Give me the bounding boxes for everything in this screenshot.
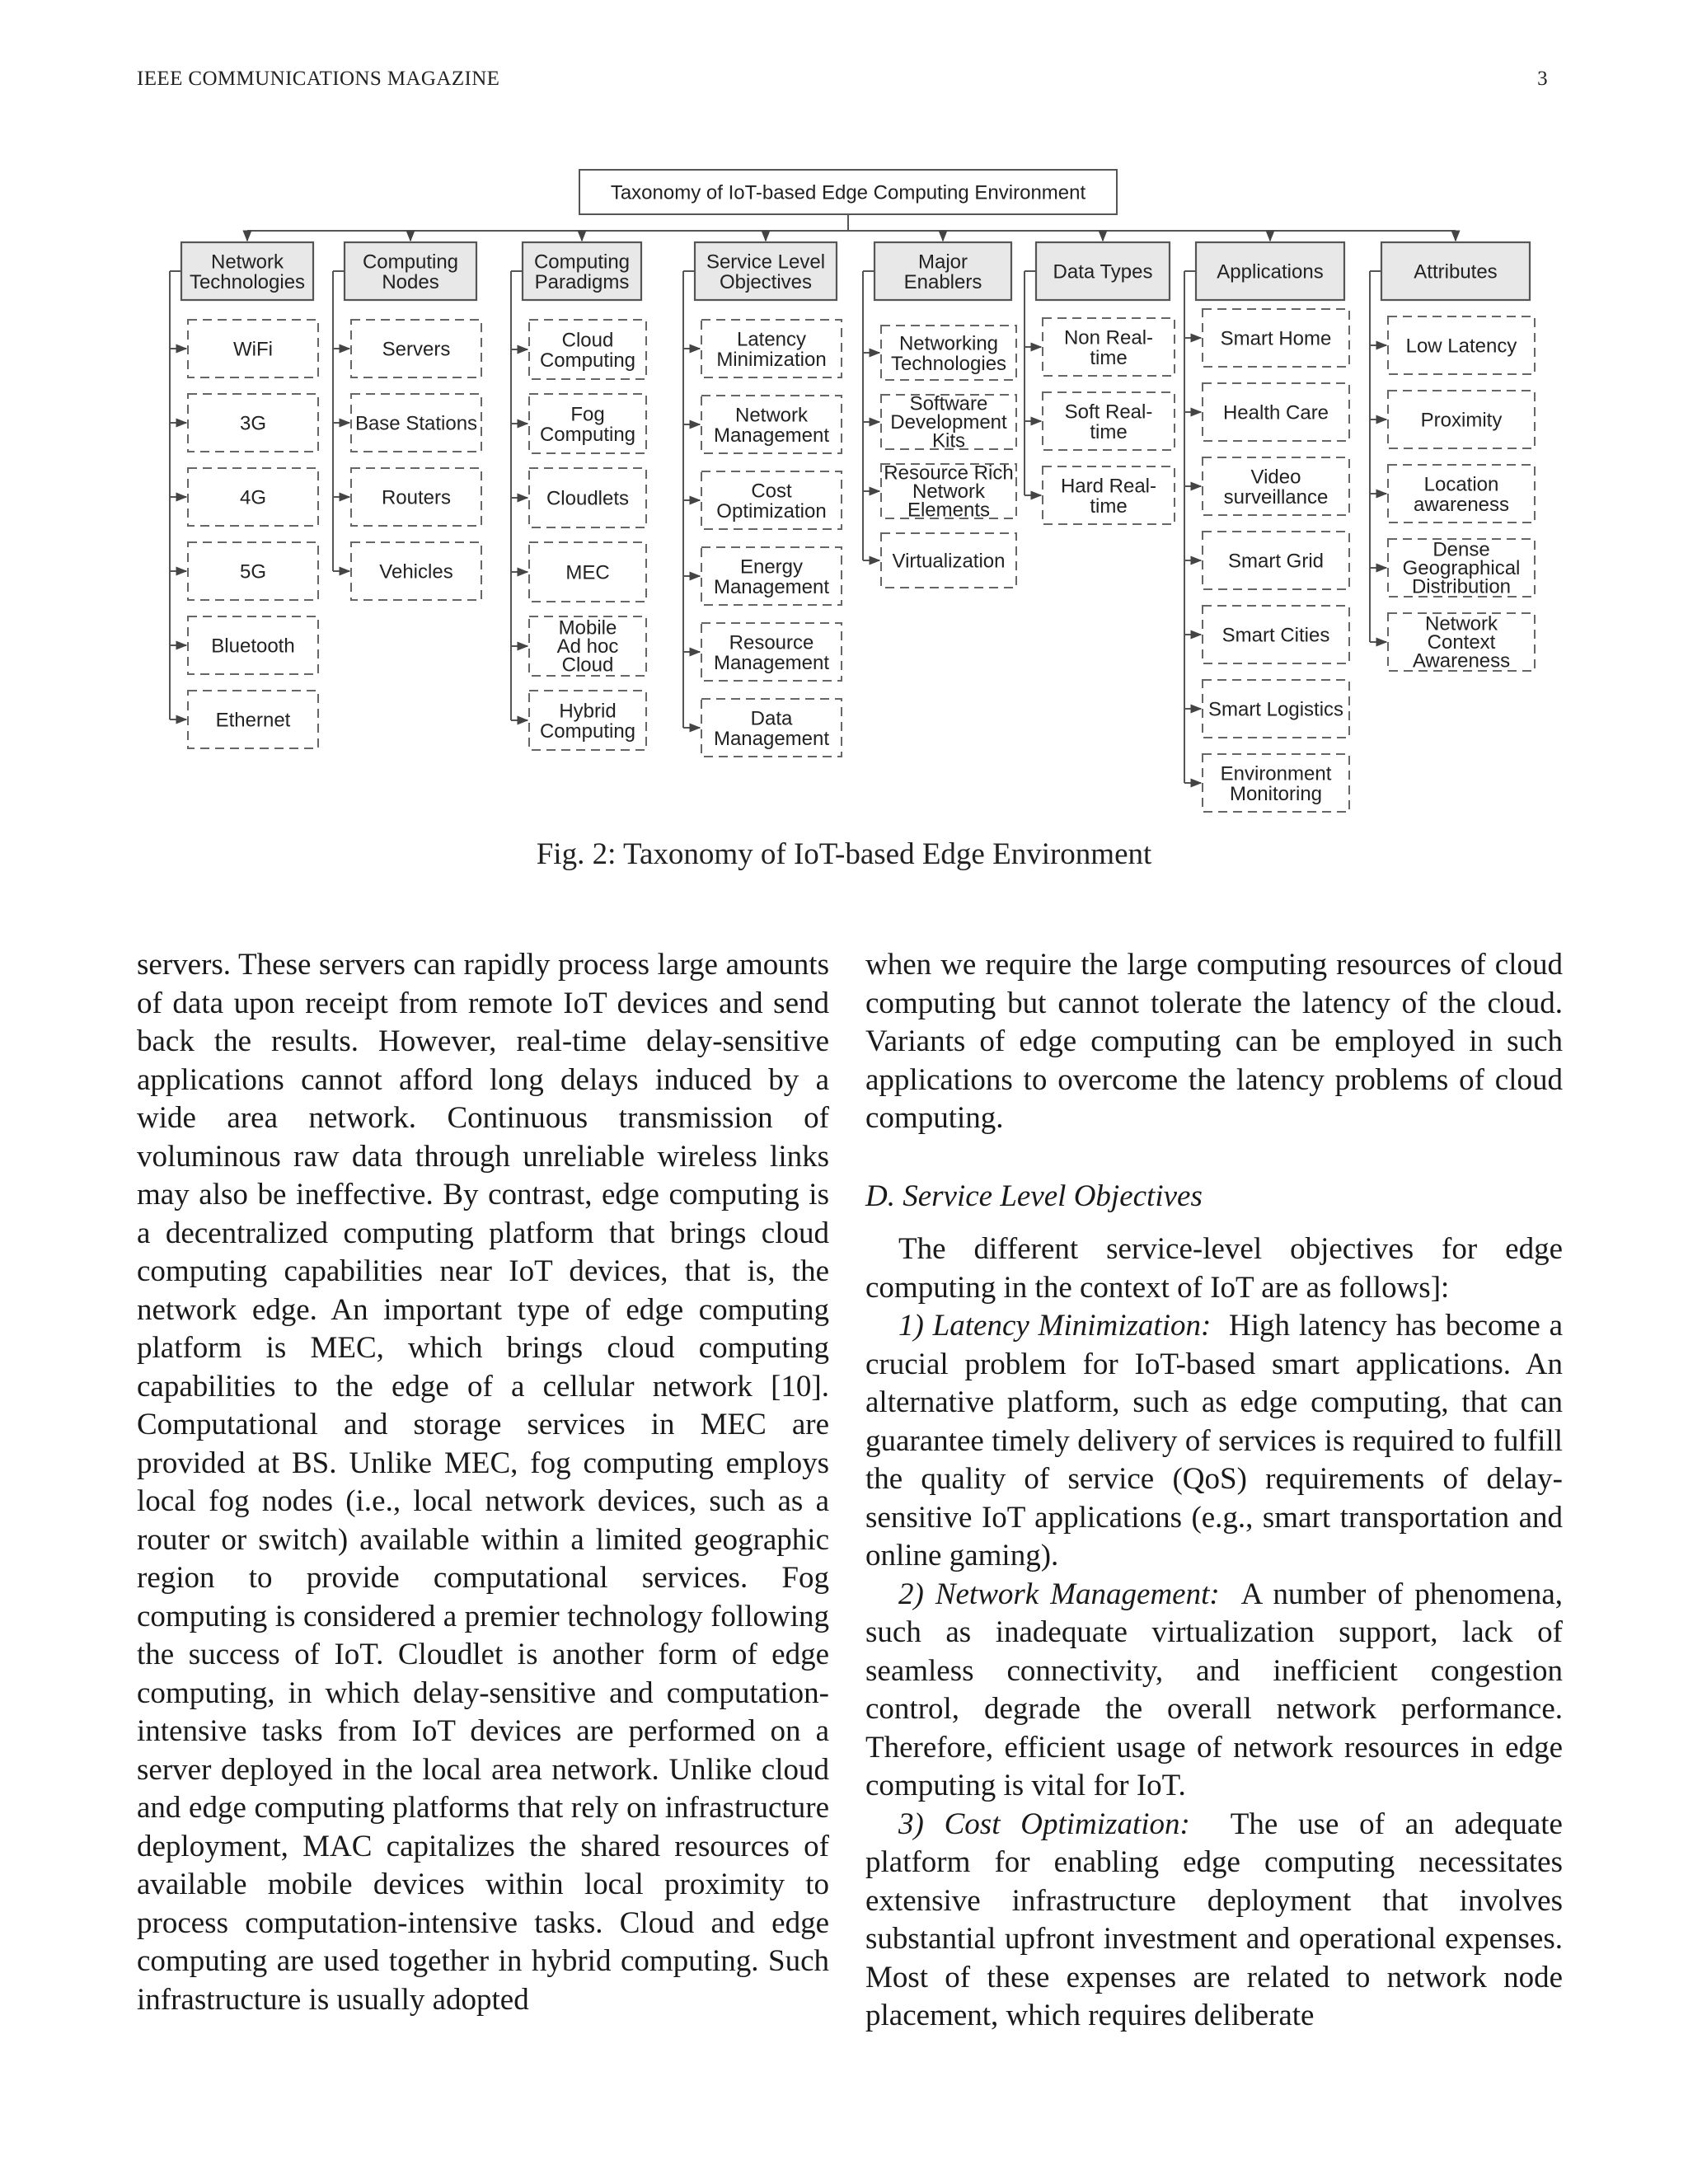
item-label-servers: Servers [382, 338, 451, 361]
right-intro-paragraph: when we require the large computing resources of cloud computing but cannot tolerate the latency of the cloud. Variants of edge computing can be employed in such applications to overcome the latency problems of cloud computing. [865, 948, 1563, 1135]
item-label-smart-logistics: Smart Logistics [1207, 698, 1344, 721]
objective-latency-text: High latency has become a crucial problem for IoT-based smart applications. An alternative platform, such as edge computing, that can guarantee timely delivery of services is required to fulfill the quality of service (QoS) requirements of delay-sensitive IoT applications (e.g., smart transportation and online gaming). [865, 1309, 1564, 1572]
objective-network-label: 2) Network Management: [898, 1577, 1220, 1611]
objective-latency-paragraph [865, 1307, 1563, 1576]
category-label-service-level-objectives: Service Level Objectives [706, 251, 826, 293]
objective-network-paragraph [865, 1576, 1563, 1806]
item-label-wifi: WiFi [233, 338, 273, 361]
item-label-resource-management: Resource Management [713, 631, 830, 674]
item-label-health-care: Health Care [1222, 401, 1329, 424]
page-number: 3 [1537, 68, 1548, 90]
item-label-virtualization: Virtualization [892, 550, 1006, 573]
category-label-data-types: Data Types [1053, 260, 1153, 284]
item-label-smart-grid: Smart Grid [1227, 550, 1325, 573]
section-intro-paragraph: The different service-level objectives for edge computing in the context of IoT are as follows]: [865, 1232, 1563, 1305]
item-label-4g: 4G [239, 486, 267, 509]
item-label-network-context-awareness: Network Context Awareness [1412, 612, 1511, 673]
item-label-cloud-computing: Cloud Computing [539, 329, 636, 372]
right-column [865, 946, 1563, 2036]
item-label-networking-technologies: Networking Technologies [890, 332, 1007, 375]
item-label-low-latency: Low Latency [1405, 335, 1517, 358]
item-label-environment-monitoring: Environment Monitoring [1220, 762, 1332, 805]
taxonomy-root-label: Taxonomy of IoT-based Edge Computing Environment [610, 181, 1086, 204]
category-label-attributes: Attributes [1414, 260, 1498, 284]
left-paragraph: servers. These servers can rapidly process large amounts of data upon receipt from remote IoT devices and send back the results. However, real-time delay-sensitive applications cannot afford long delays induced by a wide area network. Continuous transmission of voluminous raw data through unreliable wireless links may also be ineffective. By contrast, edge computing is a decentralized computing platform that brings cloud computing capabilities near IoT devices, that is, the network edge. An important type of edge computing platform is MEC, which brings cloud computing capabilities to the edge of a cellular network [10]. Computational and storage services in MEC are provided at BS. Unlike MEC, fog computing employs local fog nodes (i.e., local network devices, such as a router or switch) available within a limited geographic region to provide computational services. Fog computing is considered a premier technology following the success of IoT. Cloudlet is another form of edge computing, in which delay-sensitive and computation-intensive tasks from IoT devices are performed on a server deployed in the local area network. Unlike cloud and edge computing platforms that rely on infrastructure deployment, MAC capitalizes the shared resources of available mobile devices within local proximity to process computation-intensive tasks. Cloud and edge computing are used together in hybrid computing. Such infrastructure is usually adopted [137, 948, 829, 2017]
category-label-computing-nodes: Computing Nodes [362, 251, 459, 293]
item-label-latency-minimization: Latency Minimization [716, 328, 827, 371]
item-label-dense-geographical-distribution: Dense Geographical Distribution [1402, 538, 1521, 598]
category-label-major-enablers: Major Enablers [903, 251, 982, 293]
objective-cost-paragraph [865, 1806, 1563, 2036]
item-label-video-surveillance: Video surveillance [1223, 466, 1329, 509]
item-label-hybrid-computing: Hybrid Computing [539, 700, 636, 743]
item-label-routers: Routers [381, 486, 452, 509]
left-column [137, 946, 829, 2019]
journal-running-head: IEEE COMMUNICATIONS MAGAZINE [137, 68, 500, 90]
item-label-5g: 5G [239, 560, 267, 583]
item-label-software-development-kits: Software Development Kits [890, 392, 1007, 452]
item-label-mobile-ad-hoc-cloud: Mobile Ad hoc Cloud [556, 616, 619, 677]
item-label-base-stations: Base Stations [354, 412, 478, 435]
item-label-cloudlets: Cloudlets [546, 487, 630, 510]
item-label-vehicles: Vehicles [379, 560, 453, 583]
figure-caption: Fig. 2: Taxonomy of IoT-based Edge Environment [536, 837, 1152, 871]
item-label-mec: MEC [565, 561, 610, 584]
item-label-data-management: Data Management [713, 707, 830, 750]
item-label-ethernet: Ethernet [215, 709, 291, 732]
item-label-fog-computing: Fog Computing [539, 403, 636, 446]
category-label-computing-paradigms: Computing Paradigms [533, 251, 631, 293]
section-heading: D. Service Level Objectives [865, 1179, 1203, 1213]
taxonomy-diagram [0, 157, 1688, 816]
category-label-applications: Applications [1217, 260, 1324, 284]
item-label-location-awareness: Location awareness [1413, 473, 1510, 516]
item-label-proximity: Proximity [1420, 409, 1503, 432]
item-label-smart-home: Smart Home [1220, 327, 1332, 350]
objective-cost-text: The use of an adequate platform for enabling edge computing necessitates extensive infrastructure deployment that involves substantial upfront investment and operational expenses. Most of these expenses are related to network node placement, which requires deliberate [865, 1807, 1563, 2032]
item-label-resource-rich-network-elements: Resource Rich Network Elements [884, 462, 1014, 522]
item-label-hard-real-time: Hard Real-time [1060, 475, 1157, 518]
objective-network-text: A number of phenomena, such as inadequate virtualization support, lack of seamless connectivity, and inefficient congestion control, degrade the overall network performance. Therefore, efficient usage of network resources in edge computing is vital for IoT. [865, 1577, 1563, 1802]
item-label-network-management: Network Management [713, 404, 830, 447]
item-label-bluetooth: Bluetooth [211, 635, 295, 658]
item-label-cost-optimization: Cost Optimization [716, 480, 827, 523]
objective-cost-label: 3) Cost Optimization: [898, 1807, 1190, 1841]
category-label-network-technologies: Network Technologies [189, 251, 306, 293]
item-label-non-real-time: Non Real-time [1063, 326, 1154, 369]
item-label-smart-cities: Smart Cities [1221, 624, 1330, 647]
item-label-3g: 3G [239, 412, 267, 435]
item-label-energy-management: Energy Management [713, 555, 830, 598]
item-label-soft-real-time: Soft Real-time [1064, 401, 1153, 443]
objective-latency-label: 1) Latency Minimization: [898, 1309, 1212, 1343]
